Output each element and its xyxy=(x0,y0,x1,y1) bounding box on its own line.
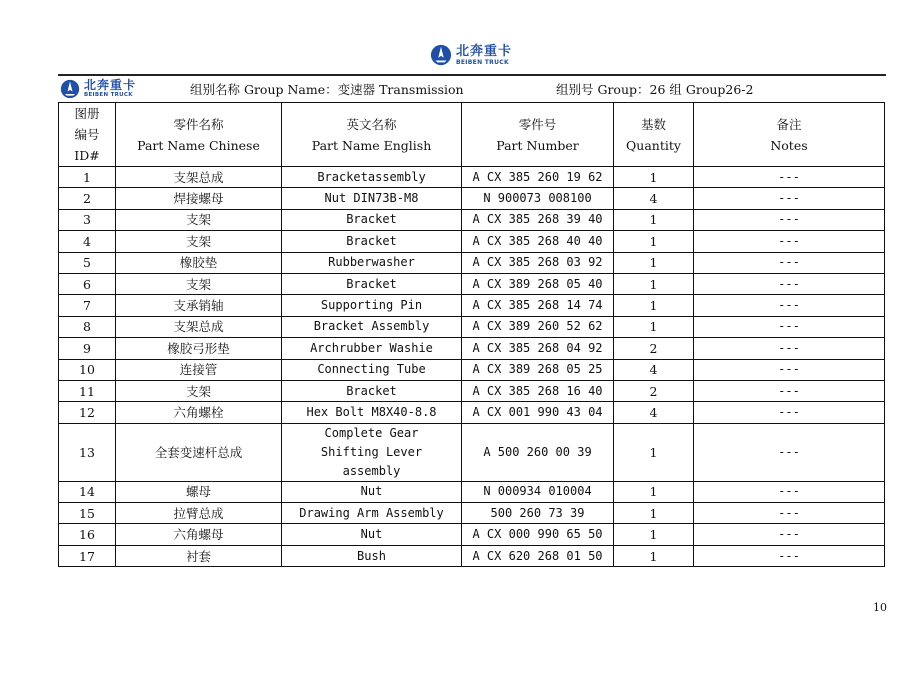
cell-part-number: A CX 389 268 05 40 xyxy=(462,273,614,294)
brand-name-en: BEIBEN TRUCK xyxy=(456,58,509,66)
cell-part-name-chinese: 支架 xyxy=(116,380,282,401)
cell-part-number: A CX 385 268 03 92 xyxy=(462,252,614,273)
cell-part-name-chinese: 六角螺栓 xyxy=(116,402,282,423)
cell-id: 5 xyxy=(59,252,116,273)
cell-part-number: A CX 385 268 16 40 xyxy=(462,380,614,401)
beiben-logo-icon xyxy=(430,44,452,66)
cell-part-name-chinese: 螺母 xyxy=(116,481,282,502)
cell-part-name-chinese: 橡胶弓形垫 xyxy=(116,338,282,359)
table-row xyxy=(59,273,885,294)
cell-part-name-chinese: 支架总成 xyxy=(116,316,282,337)
table-row xyxy=(59,231,885,252)
cell-part-number: A CX 000 990 65 50 xyxy=(462,524,614,545)
cell-part-name-english: Bracket xyxy=(282,380,462,401)
table-row xyxy=(59,167,885,188)
cell-part-name-chinese: 支承销轴 xyxy=(116,295,282,316)
table-row xyxy=(59,402,885,423)
column-header-line: 零件名称 xyxy=(173,116,224,132)
cell-quantity: 4 xyxy=(614,359,694,380)
page-number: 10 xyxy=(873,601,887,614)
cell-part-number: N 900073 008100 xyxy=(462,188,614,209)
cell-notes: --- xyxy=(694,481,885,502)
cell-part-name-english: Archrubber Washie xyxy=(282,338,462,359)
cell-quantity: 2 xyxy=(614,338,694,359)
cell-part-name-chinese: 衬套 xyxy=(116,545,282,566)
cell-quantity: 1 xyxy=(614,231,694,252)
cell-notes: --- xyxy=(694,423,885,481)
cell-part-number: A CX 385 268 39 40 xyxy=(462,209,614,230)
cell-notes: --- xyxy=(694,273,885,294)
cell-notes: --- xyxy=(694,503,885,524)
column-header-line: 编号 xyxy=(74,127,100,142)
cell-notes: --- xyxy=(694,316,885,337)
cell-id: 13 xyxy=(59,423,116,481)
table-row xyxy=(59,295,885,316)
cell-part-name-english: Hex Bolt M8X40-8.8 xyxy=(282,402,462,423)
table-row xyxy=(59,524,885,545)
cell-id: 7 xyxy=(59,295,116,316)
table-row xyxy=(59,423,885,481)
column-header-notes xyxy=(694,103,885,167)
header-divider xyxy=(58,74,886,76)
cell-part-number: A CX 385 260 19 62 xyxy=(462,167,614,188)
column-header-line: 备注 xyxy=(776,116,802,132)
table-row xyxy=(59,338,885,359)
table-body xyxy=(59,167,885,567)
cell-notes: --- xyxy=(694,402,885,423)
beiben-logo-icon xyxy=(60,79,80,99)
cell-notes: --- xyxy=(694,295,885,316)
table-row xyxy=(59,481,885,502)
column-header-line: Part Name English xyxy=(311,137,432,153)
cell-part-name-english: Bracket Assembly xyxy=(282,316,462,337)
parts-table xyxy=(58,102,885,567)
column-header-part-name-english xyxy=(282,103,462,167)
cell-quantity: 1 xyxy=(614,252,694,273)
table-row xyxy=(59,380,885,401)
brand-name-cn: 北奔重卡 xyxy=(84,78,137,93)
table-row xyxy=(59,359,885,380)
cell-notes: --- xyxy=(694,545,885,566)
cell-part-name-english: Connecting Tube xyxy=(282,359,462,380)
group-name: 组别名称 Group Name：变速器 Transmission xyxy=(190,82,464,97)
cell-part-number: A CX 389 268 05 25 xyxy=(462,359,614,380)
cell-quantity: 4 xyxy=(614,402,694,423)
brand-name-en: BEIBEN TRUCK xyxy=(84,92,133,99)
cell-id: 16 xyxy=(59,524,116,545)
cell-part-number: A CX 385 268 14 74 xyxy=(462,295,614,316)
cell-id: 1 xyxy=(59,167,116,188)
cell-quantity: 2 xyxy=(614,380,694,401)
cell-id: 9 xyxy=(59,338,116,359)
brand-name-cn: 北奔重卡 xyxy=(456,43,513,59)
cell-part-name-english: Bracket xyxy=(282,231,462,252)
table-header-row xyxy=(59,103,885,167)
cell-notes: --- xyxy=(694,380,885,401)
group-number: 组别号 Group：26 组 Group26-2 xyxy=(556,82,754,97)
cell-part-name-english: Bracket xyxy=(282,209,462,230)
cell-quantity: 1 xyxy=(614,167,694,188)
cell-quantity: 4 xyxy=(614,188,694,209)
cell-quantity: 1 xyxy=(614,423,694,481)
cell-id: 15 xyxy=(59,503,116,524)
brand-logo-header xyxy=(60,79,136,99)
column-header-line: ID# xyxy=(74,148,100,163)
cell-part-name-english: Bracket xyxy=(282,273,462,294)
cell-part-name-chinese: 六角螺母 xyxy=(116,524,282,545)
cell-notes: --- xyxy=(694,252,885,273)
cell-id: 3 xyxy=(59,209,116,230)
cell-notes: --- xyxy=(694,231,885,252)
column-header-id xyxy=(59,103,116,167)
cell-part-name-chinese: 全套变速杆总成 xyxy=(116,423,282,481)
cell-part-name-chinese: 橡胶垫 xyxy=(116,252,282,273)
cell-part-name-chinese: 支架 xyxy=(116,273,282,294)
table-row xyxy=(59,188,885,209)
cell-part-name-english: Nut xyxy=(282,524,462,545)
table-row xyxy=(59,316,885,337)
cell-id: 2 xyxy=(59,188,116,209)
cell-part-number: A CX 620 268 01 50 xyxy=(462,545,614,566)
cell-part-name-english: Nut xyxy=(282,481,462,502)
cell-quantity: 1 xyxy=(614,503,694,524)
cell-part-number: N 000934 010004 xyxy=(462,481,614,502)
cell-part-name-english: Supporting Pin xyxy=(282,295,462,316)
cell-id: 10 xyxy=(59,359,116,380)
column-header-line: Part Number xyxy=(496,137,579,153)
cell-id: 17 xyxy=(59,545,116,566)
cell-part-name-english: Bracketassembly xyxy=(282,167,462,188)
cell-notes: --- xyxy=(694,524,885,545)
column-header-part-name-chinese xyxy=(116,103,282,167)
table-row xyxy=(59,503,885,524)
cell-quantity: 1 xyxy=(614,524,694,545)
cell-part-name-chinese: 连接管 xyxy=(116,359,282,380)
cell-part-number: A CX 389 260 52 62 xyxy=(462,316,614,337)
cell-quantity: 1 xyxy=(614,209,694,230)
column-header-quantity xyxy=(614,103,694,167)
cell-id: 12 xyxy=(59,402,116,423)
cell-id: 6 xyxy=(59,273,116,294)
table-row xyxy=(59,252,885,273)
cell-part-name-english: Bush xyxy=(282,545,462,566)
cell-part-name-english: Complete Gear Shifting Lever assembly xyxy=(282,423,462,481)
cell-notes: --- xyxy=(694,338,885,359)
cell-quantity: 1 xyxy=(614,545,694,566)
cell-part-number: A 500 260 00 39 xyxy=(462,423,614,481)
column-header-line: 图册 xyxy=(74,106,100,121)
cell-quantity: 1 xyxy=(614,316,694,337)
cell-notes: --- xyxy=(694,188,885,209)
cell-notes: --- xyxy=(694,209,885,230)
cell-part-number: 500 260 73 39 xyxy=(462,503,614,524)
cell-part-number: A CX 385 268 40 40 xyxy=(462,231,614,252)
column-header-line: 基数 xyxy=(640,116,666,132)
cell-quantity: 1 xyxy=(614,273,694,294)
cell-id: 8 xyxy=(59,316,116,337)
cell-notes: --- xyxy=(694,167,885,188)
cell-part-name-english: Rubberwasher xyxy=(282,252,462,273)
table-row xyxy=(59,545,885,566)
column-header-line: 英文名称 xyxy=(346,116,397,132)
column-header-line: Quantity xyxy=(626,137,681,153)
cell-notes: --- xyxy=(694,359,885,380)
cell-part-name-english: Drawing Arm Assembly xyxy=(282,503,462,524)
cell-quantity: 1 xyxy=(614,295,694,316)
cell-quantity: 1 xyxy=(614,481,694,502)
cell-part-name-chinese: 支架总成 xyxy=(116,167,282,188)
cell-id: 11 xyxy=(59,380,116,401)
cell-part-number: A CX 001 990 43 04 xyxy=(462,402,614,423)
table-row xyxy=(59,209,885,230)
column-header-line: Notes xyxy=(770,137,808,153)
cell-part-name-english: Nut DIN73B-M8 xyxy=(282,188,462,209)
cell-part-name-chinese: 拉臂总成 xyxy=(116,503,282,524)
brand-logo-top xyxy=(430,44,512,66)
column-header-line: 零件号 xyxy=(518,116,557,132)
cell-id: 4 xyxy=(59,231,116,252)
cell-part-name-chinese: 支架 xyxy=(116,209,282,230)
cell-part-number: A CX 385 268 04 92 xyxy=(462,338,614,359)
cell-part-name-chinese: 支架 xyxy=(116,231,282,252)
cell-id: 14 xyxy=(59,481,116,502)
column-header-part-number xyxy=(462,103,614,167)
cell-part-name-chinese: 焊接螺母 xyxy=(116,188,282,209)
column-header-line: Part Name Chinese xyxy=(137,137,260,153)
